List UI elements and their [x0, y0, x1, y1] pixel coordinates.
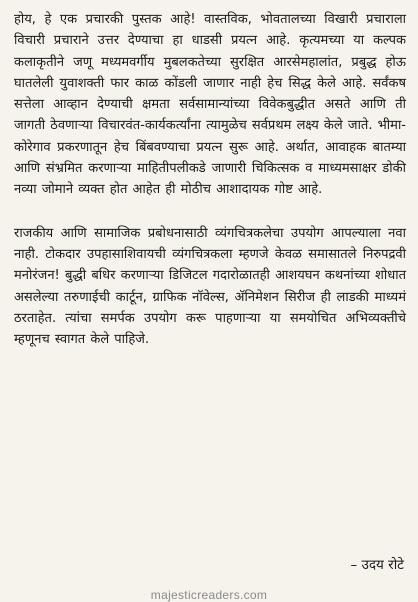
paragraph-1: होय, हे एक प्रचारकी पुस्तक आहे! वास्तविक, भोवतालच्या विखारी प्रचाराला विचारी प्रचाराने उत्तर देण्याचा हा धाडसी प्रयत्न आहे. कृत्यमच्या या कल्पक कलाकृतीने जणू मध्यमवर्गीय मुबलकतेच्या सुरक्षित आरसेमहालांत, प्रबुद्ध होऊ घातलेली युवाशक्ती फार काळ कोंडली जाणार नाही हेच सिद्ध केले आहे. सर्वंकष सत्तेला आव्हान देण्याची क्षमता सर्वसामान्यांच्या विवेकबुद्धीत असते आणि ती जागती ठेवणाऱ्या विचारवंत-कार्यकर्त्यांना त्यामुळेच सर्वप्रथम लक्ष्य केले जाते. भीमा-कोरेगाव प्रकरणातून हेच बिंबवण्याचा प्रयत्न सुरू आहे. अर्थात, आवाहक बातम्या आणि संभ्रमित करणाऱ्या माहितीपलीकडे जाणारी चिकित्सक व माध्यमसाक्षर डोकी नव्या जोमाने व्यक्त होत आहेत ही मोठीच आशादायक गोष्ट आहे.	[14, 12, 406, 198]
author-signature: – उदय रोटे	[350, 557, 404, 573]
watermark-text: majesticreaders.com	[150, 588, 268, 602]
paragraph-2: राजकीय आणि सामाजिक प्रबोधनासाठी व्यंगचित्रकलेचा उपयोग आपल्याला नवा नाही. टोकदार उपहासाशिवायची व्यंगचित्रकला म्हणजे केवळ समासातले निरुपद्रवी मनोरंजन! बुद्धी बधिर करणाऱ्या डिजिटल गदारोळातही आशयघन कथनांच्या शोधात असलेल्या तरुणाईची कार्टून, ग्राफिक नॉवेल्स, ॲनिमेशन सिरीज ही लाडकी माध्यमं ठरताहेत. त्यांचा समर्पक उपयोग करू पाहणाऱ्या या समयोचित अभिव्यक्तीचे म्हणूनच स्वागत केले पाहिजे.	[14, 225, 406, 348]
